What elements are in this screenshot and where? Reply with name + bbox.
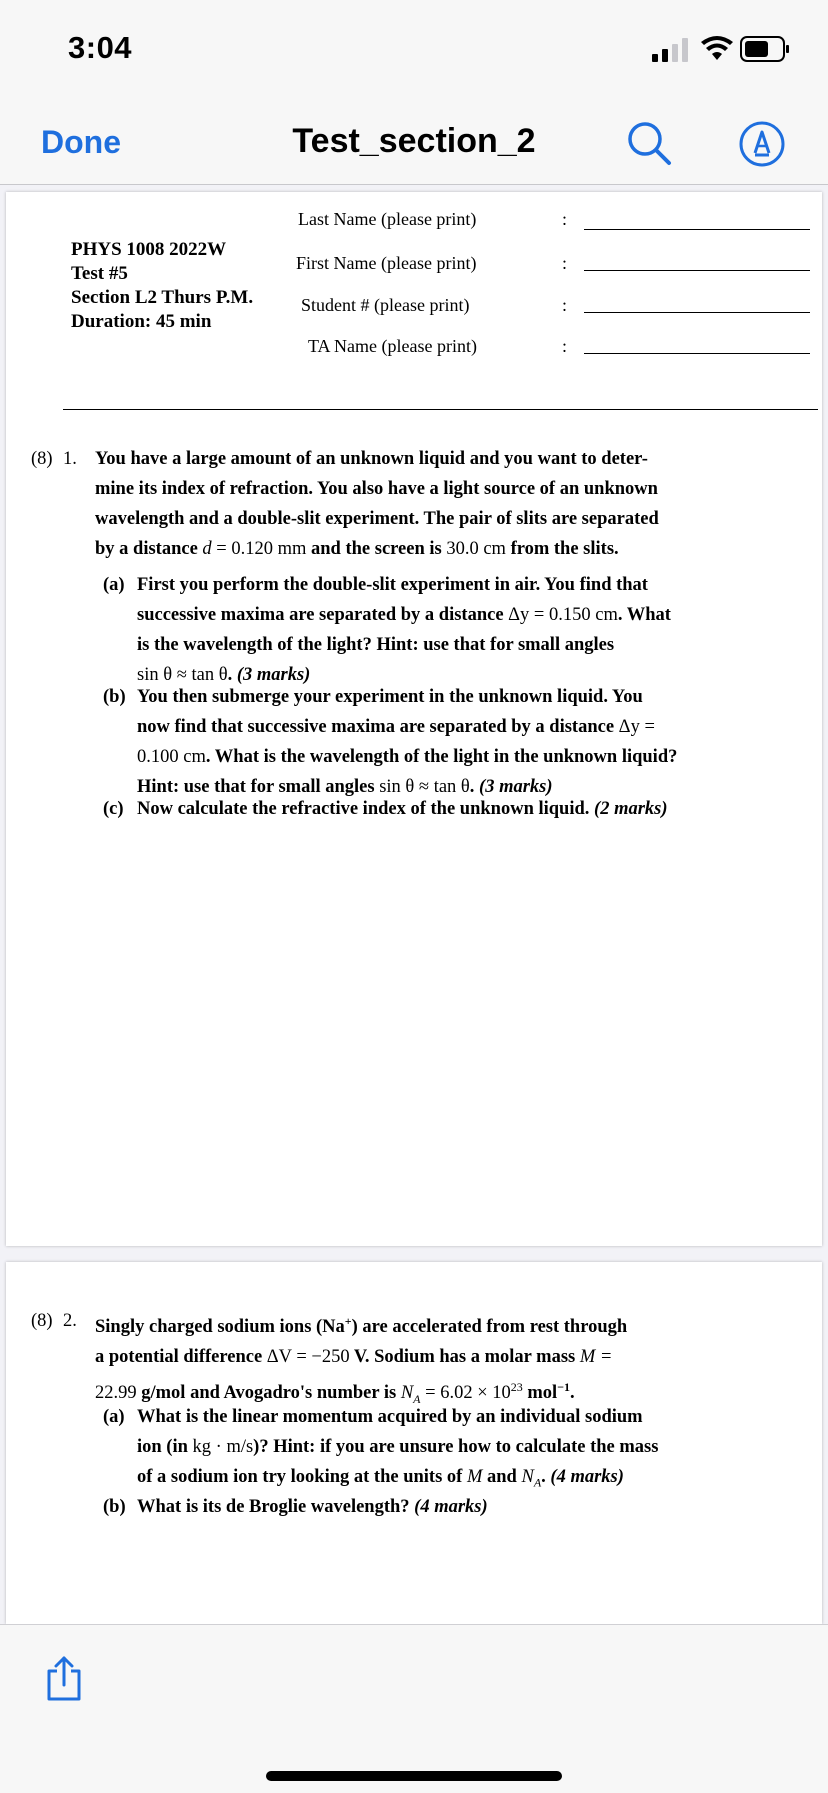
- part-a-label: (a): [103, 575, 125, 595]
- stem-line: by a distance d = 0.120 mm and the screen is 30.0 cm from the slits.: [95, 539, 619, 559]
- question-2a: [137, 1402, 771, 1498]
- markup-icon[interactable]: [738, 120, 786, 168]
- stem-line: 22.99 g/mol and Avogadro's number is $N_A = 6.02 \times 10^{23}$ mol$^{-1}$.: [95, 1380, 575, 1406]
- part-a-line: ion (in kg · m/s)? Hint: if you are unsure how to calculate the mass: [137, 1437, 659, 1457]
- stem-line: a potential difference ΔV = −250 V. Sodium has a molar mass M =: [95, 1347, 613, 1368]
- part-b-line: What is its de Broglie wavelength? (4 marks): [137, 1497, 488, 1517]
- stem-line: wavelength and a double-slit experiment. The pair of slits are separated: [95, 509, 659, 529]
- home-indicator[interactable]: [266, 1771, 562, 1781]
- part-a-line: What is the linear momentum acquired by an individual sodium: [137, 1407, 643, 1427]
- duration: Duration: 45 min: [71, 311, 212, 332]
- header-divider: [63, 409, 818, 410]
- last-name-line: [584, 229, 810, 230]
- status-bar: [0, 0, 828, 100]
- stem-line: Singly charged sodium ions (Na+) are accelerated from rest through: [95, 1314, 628, 1338]
- document-title: [0, 122, 828, 161]
- colon: :: [562, 209, 568, 229]
- colon: :: [562, 336, 568, 356]
- document-title-text: Test_section_2: [292, 122, 536, 160]
- signal-icon: [652, 38, 692, 62]
- status-time: 3:04: [68, 30, 133, 65]
- stem-line: You have a large amount of an unknown liquid and you want to deter-: [95, 449, 648, 469]
- part-c-line: Now calculate the refractive index of the unknown liquid. (2 marks): [137, 799, 668, 819]
- part-a-label: (a): [103, 1407, 125, 1427]
- last-name-label: Last Name (please print): [298, 209, 477, 229]
- part-a-line: First you perform the double-slit experiment in air. You find that: [137, 575, 648, 595]
- pdf-page-1[interactable]: [6, 192, 822, 1246]
- ta-name-label: TA Name (please print): [308, 336, 477, 356]
- question-2-stem: [95, 1306, 771, 1414]
- question-1-stem: [95, 444, 771, 564]
- student-number-label: Student # (please print): [301, 295, 470, 315]
- battery-icon: [740, 36, 790, 62]
- colon: :: [562, 295, 568, 315]
- question-1c: [137, 794, 787, 824]
- search-icon[interactable]: [626, 120, 672, 166]
- course-code: PHYS 1008 2022W: [71, 239, 227, 260]
- wifi-icon: [700, 34, 734, 62]
- question-2-number: 2.: [63, 1311, 77, 1331]
- question-1-number: 1.: [63, 449, 77, 469]
- first-name-label: First Name (please print): [296, 253, 477, 273]
- part-b-line: Hint: use that for small angles sin θ ≈ tan θ. (3 marks): [137, 777, 553, 797]
- pdf-page-2[interactable]: [6, 1262, 822, 1624]
- question-2b: [137, 1492, 771, 1522]
- nav-bar: [0, 100, 828, 185]
- ta-name-line: [584, 353, 810, 354]
- student-number-line: [584, 312, 810, 313]
- stem-line: mine its index of refraction. You also have a light source of an unknown: [95, 479, 658, 499]
- question-1b: [137, 682, 771, 802]
- share-icon[interactable]: [44, 1655, 84, 1703]
- part-b-line: 0.100 cm. What is the wavelength of the light in the unknown liquid?: [137, 747, 678, 767]
- part-b-line: You then submerge your experiment in the unknown liquid. You: [137, 687, 643, 707]
- part-c-label: (c): [103, 799, 124, 819]
- course-info: [71, 238, 253, 334]
- first-name-line: [584, 270, 810, 271]
- colon: :: [562, 253, 568, 273]
- part-a-line: sin θ ≈ tan θ. (3 marks): [137, 665, 311, 685]
- question-1a: [137, 570, 771, 690]
- question-1-marks: (8): [31, 449, 53, 469]
- part-a-line: is the wavelength of the light? Hint: use that for small angles: [137, 635, 615, 655]
- part-b-label: (b): [103, 1497, 126, 1517]
- part-b-label: (b): [103, 687, 126, 707]
- part-a-line: successive maxima are separated by a distance Δy = 0.150 cm. What: [137, 605, 671, 625]
- bottom-toolbar: [0, 1624, 828, 1793]
- section-info: Section L2 Thurs P.M.: [71, 287, 254, 308]
- part-a-line: of a sodium ion try looking at the units of M and $N_A$. (4 marks): [137, 1467, 624, 1490]
- question-2-marks: (8): [31, 1311, 53, 1331]
- done-button[interactable]: Done: [41, 124, 121, 160]
- part-b-line: now find that successive maxima are separated by a distance Δy =: [137, 717, 655, 737]
- test-number: Test #5: [71, 263, 128, 284]
